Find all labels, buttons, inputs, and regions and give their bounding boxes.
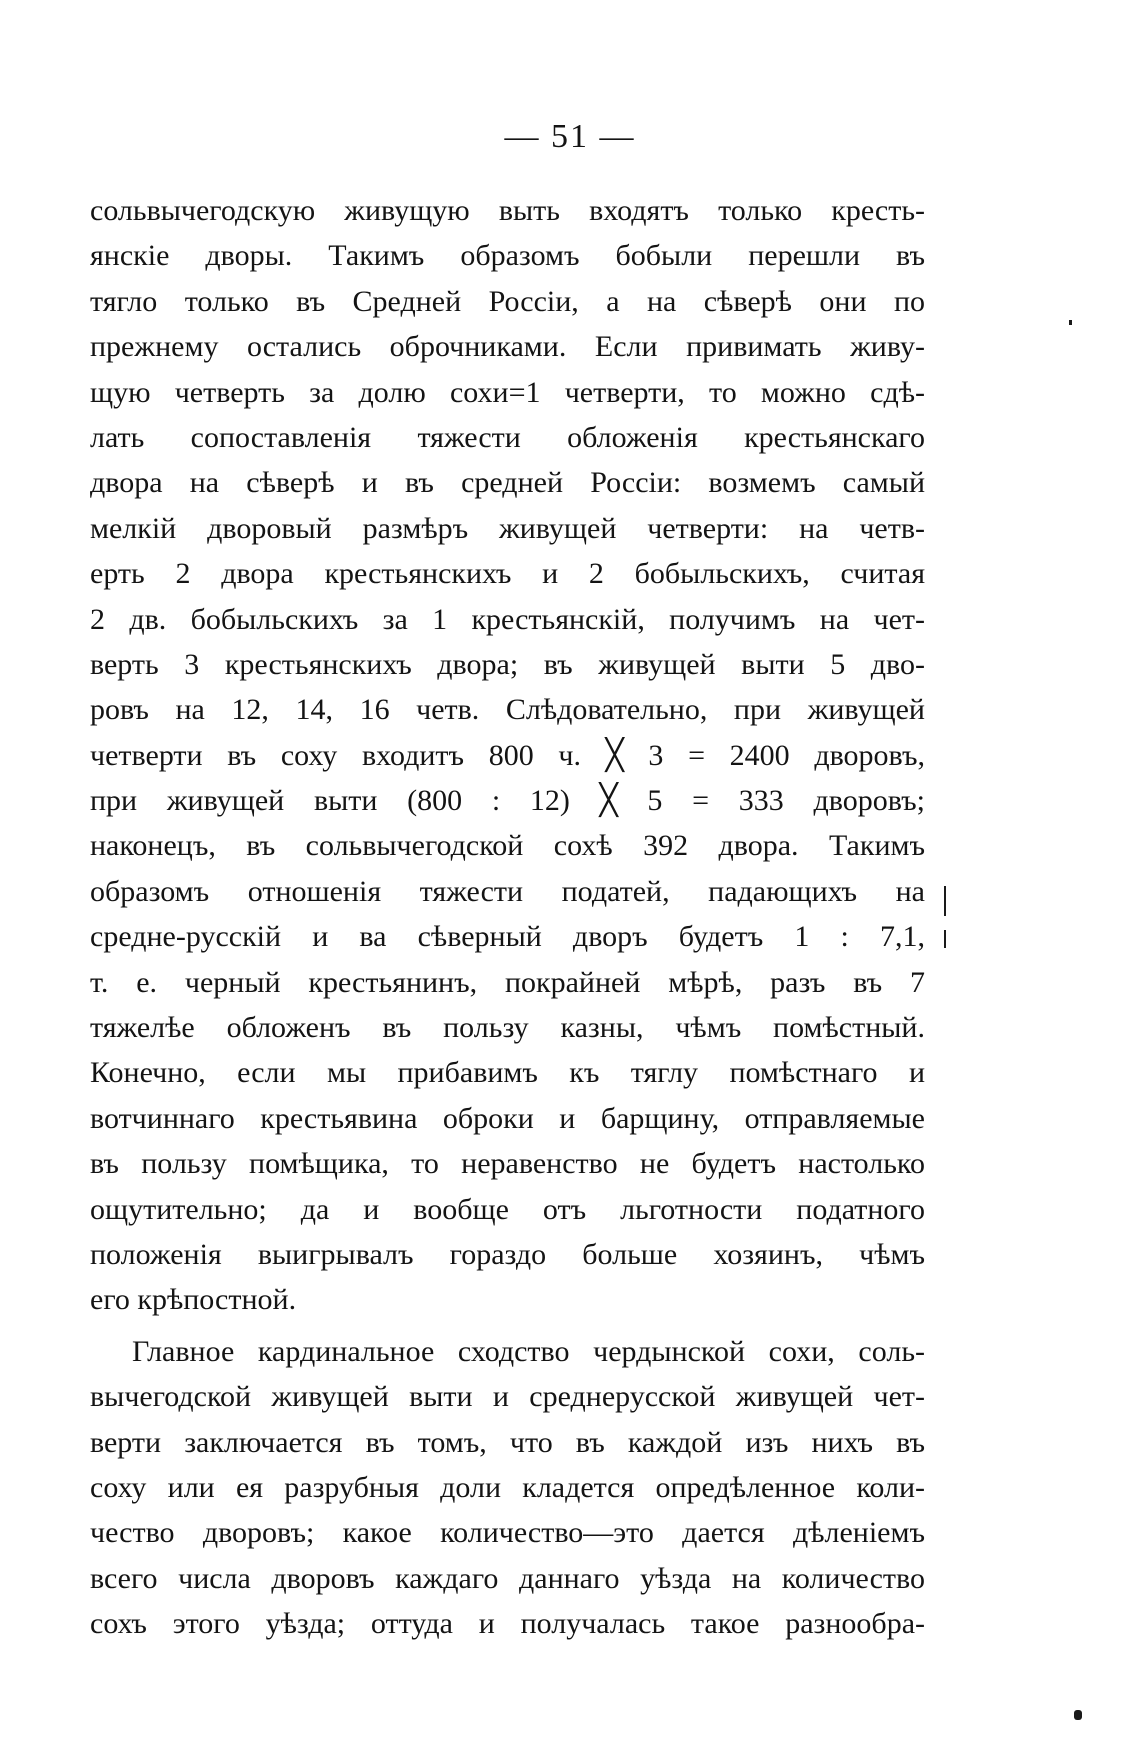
text-line: тягло только въ Средней Россіи, а на сѣверѣ они по (90, 284, 925, 318)
text-line: Конечно, если мы прибавимъ къ тяглу помѣстнаго и (90, 1056, 925, 1090)
text-line: лать сопоставленія тяжести обложенія крестьянскаго (90, 420, 925, 454)
text-line: образомъ отношенія тяжести податей, падающихъ на (90, 874, 925, 908)
text-line: ровъ на 12, 14, 16 четв. Слѣдовательно, при живущей (90, 693, 925, 727)
text-line: двора на сѣверѣ и въ средней Россіи: возмемъ самый (90, 466, 925, 500)
text-line: всего числа дворовъ каждаго даннаго уѣзда на количество (90, 1561, 925, 1595)
text-line: вотчиннаго крестьявина оброки и барщину, отправляемые (90, 1101, 925, 1135)
text-line: щую четверть за долю сохи=1 четверти, то можно сдѣ- (90, 375, 925, 409)
text-line: прежнему остались оброчниками. Если привимать живу- (90, 330, 925, 364)
text-line: сохъ этого уѣзда; оттуда и получалась такое разнообра- (90, 1607, 925, 1641)
text-line: соху или ея разрубныя доли кладется опредѣленное коли- (90, 1470, 925, 1504)
text-line: Главное кардинальное сходство чердынской сохи, соль- (132, 1334, 925, 1368)
margin-mark (1069, 320, 1072, 325)
text-line: ощутительно; да и вообще отъ льготности податного (90, 1192, 925, 1226)
text-line: положенія выигрывалъ гораздо больше хозяинъ, чѣмъ (90, 1237, 925, 1271)
text-line: четверти въ соху входитъ 800 ч. ╳ 3 = 2400 дворовъ, (90, 738, 925, 772)
text-line: тяжелѣе обложенъ въ пользу казны, чѣмъ помѣстный. (90, 1011, 925, 1045)
text-line: ерть 2 двора крестьянскихъ и 2 бобыльскихъ, считая (90, 557, 925, 591)
body-text (90, 188, 925, 1647)
text-line: средне-русскій и ва сѣверный дворъ будетъ 1 : 7,1, (90, 920, 925, 954)
text-line: въ пользу помѣщика, то неравенство не будетъ настолько (90, 1147, 925, 1181)
paragraph (90, 1329, 925, 1647)
text-line: верть 3 крестьянскихъ двора; въ живущей выти 5 дво- (90, 647, 925, 681)
text-line: наконецъ, въ сольвычегодской сохѣ 392 двора. Такимъ (90, 829, 925, 863)
text-line: 2 дв. бобыльскихъ за 1 крестьянскій, получимъ на чет- (90, 602, 925, 636)
text-line: его крѣпостной. (90, 1283, 297, 1317)
text-line: т. е. черный крестьянинъ, покрайней мѣрѣ, разъ въ 7 (90, 965, 925, 999)
margin-mark (1074, 1710, 1082, 1720)
text-line: верти заключается въ томъ, что въ каждой изъ нихъ въ (90, 1425, 925, 1459)
text-line: янскіе дворы. Такимъ образомъ бобыли перешли въ (90, 239, 925, 273)
page-number: — 51 — (504, 118, 636, 155)
text-line: вычегодской живущей выти и среднерусской живущей чет- (90, 1380, 925, 1414)
text-line: при живущей выти (800 : 12) ╳ 5 = 333 дворовъ; (90, 784, 925, 818)
text-line: чество дворовъ; какое количество—это дается дѣленіемъ (90, 1516, 925, 1550)
margin-mark (944, 930, 946, 948)
margin-mark (944, 886, 946, 916)
paragraph (90, 188, 925, 1323)
text-line: сольвычегодскую живущую выть входятъ только кресть- (90, 194, 925, 227)
text-line: мелкій дворовый размѣръ живущей четверти: на четв- (90, 511, 925, 545)
